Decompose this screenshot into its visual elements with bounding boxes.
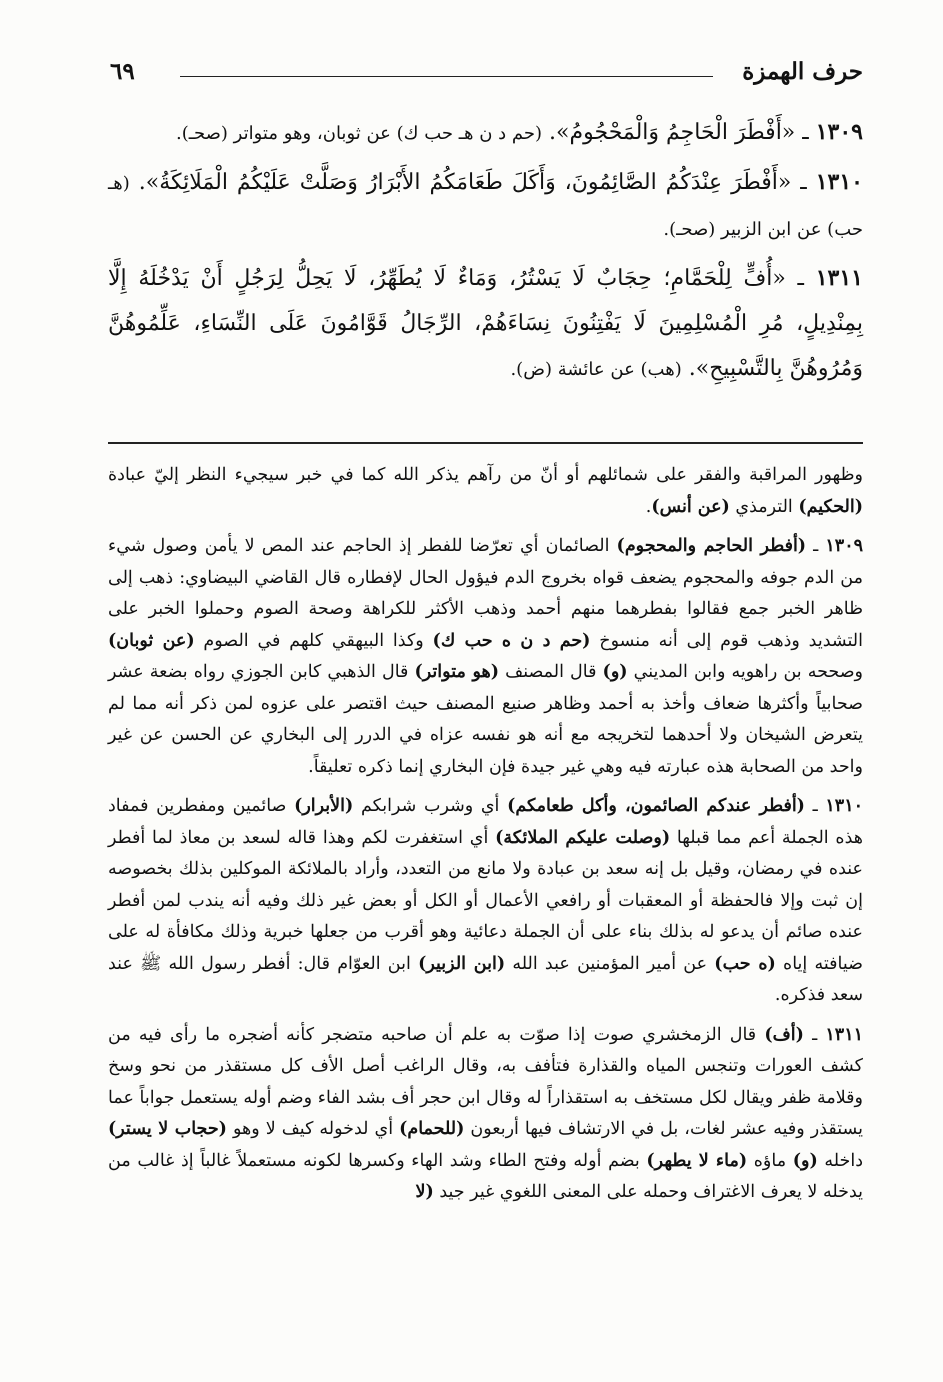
hadith-1311: ١٣١١ ـ «أُفٍّ لِلْحَمَّامِ؛ حِجَابٌ لَا يَسْتُرُ، وَمَاءٌ لَا يُطَهِّرُ، لَا يَحِلُّ لِرَجُلٍ أَنْ يَدْخُلَهُ إِلَّا بِمِنْدِيلٍ، مُرِ الْمُسْلِمِينَ لَا يَفْتِنُونَ نِسَاءَهُمْ، الرِّجَالُ قَوَّامُونَ عَلَى النِّسَاءِ، عَلِّمُوهُنَّ وَمُرُوهُنَّ بِالتَّسْبِيحِ». (هب) عن عائشة (ض). — [108, 265, 863, 381]
hadith-number: ١٣١١ — [815, 265, 863, 291]
chapter-title: حرف الهمزة — [742, 58, 863, 85]
hadith-number: ١٣٠٩ — [815, 119, 863, 145]
commentary-1309: ١٣٠٩ ـ (أفطر الحاجم والمحجوم) الصائمان أي تعرّضا للفطر إذ الحاجم عند المص لا يأمن وصول شيء من الدم جوفه والمحجوم يضعف قواه بخروج الدم فيؤول الحال لإفطاره قال القاضي البيضاوي: ذهب إلى ظاهر الخبر جمع فقالوا بفطرهما منهم أحمد وذهب الأكثر للكراهة وصحة الصوم وحملوا الخبر على التشديد وذهب قوم إلى أنه منسوخ (حم د ن ه حب ك) وكذا البيهقي كلهم في الصوم (عن ثوبان) وصححه بن راهويه وابن المديني (و) قال المصنف (هو متواتر) قال الذهبي كابن الجوزي رواه بضعة عشر صحابياً وأكثرها ضعاف وأخذ به أحمد وظاهر صنيع المصنف حيث اقتصر على عزوه لمن ذكر أنه مما لم يتعرض الشيخان ولا أحدهما لتخريجه مع أنه هو نفسه عزاه في الدرر إلى البخاري عن الحسن عن غير واحد من الصحابة هذه عبارته فيه وهي غير جيدة فإن البخاري إنما ذكره تعليقاً. — [108, 536, 864, 777]
commentary-1311: ١٣١١ ـ (أف) قال الزمخشري صوت إذا صوّت به علم أن صاحبه متضجر كأنه أضجره ما رأى فيه من كشف العورات وتنجس المياه والقذارة فتأفف به، وقال الراغب أصل الأف كل مستقذر من نحو وسخ وقلامة ظفر ويقال لكل مستخف به استقذاراً له وقال ابن حجر أف بشد الفاء وضم أوله يستعمل جواباً عما يستقذر وفيه عشر لغات، بل في الارتشاف فيها أربعون (للحمام) أي لدخوله كيف لا وهو (حجاب لا يستر) داخله (و) ماؤه (ماء لا يطهر) بضم أوله وفتح الطاء وشد الهاء وكسرها لكونه مستعملاً غالباً إذ غالب من يدخله لا يعرف الاغتراف وحمله على المعنى اللغوي غير جيد (لا — [108, 1024, 864, 1202]
hadith-text: «أَفْطَرَ الْحَاجِمُ وَالْمَحْجُومُ». — [549, 120, 796, 145]
header-rule — [180, 76, 713, 77]
commentary-section — [108, 460, 863, 1217]
page-number: ٦٩ — [110, 58, 135, 85]
hadith-number: ١٣١٠ — [815, 169, 863, 195]
hadith-source: (حم د ن هـ حب ك) عن ثوبان، وهو متواتر (صحـ). — [176, 123, 543, 144]
hadith-1309: ١٣٠٩ ـ «أَفْطَرَ الْحَاجِمُ وَالْمَحْجُومُ». (حم د ن هـ حب ك) عن ثوبان، وهو متواتر (صحـ). — [176, 119, 863, 145]
commentary-number: ١٣٠٩ — [825, 536, 863, 556]
commentary-number: ١٣١١ — [825, 1024, 863, 1045]
hadith-source: (هـ حب) عن ابن الزبير (صحـ). — [108, 173, 863, 240]
commentary-continuation: وظهور المراقبة والفقر على شمائلهم أو أنّ من رآهم يذكر الله كما في خبر سيجيء النظر إليّ عبادة (الحكيم) الترمذي (عن أنس). — [108, 465, 863, 517]
hadith-text: «أَفْطَرَ عِنْدَكُمُ الصَّائِمُونَ، وَأَكَلَ طَعَامَكُمُ الأَبْرَارُ وَصَلَّتْ عَلَيْكُمُ الْمَلَائِكَةُ». — [138, 170, 792, 195]
commentary-number: ١٣١٠ — [825, 796, 863, 816]
hadith-text: «أُفٍّ لِلْحَمَّامِ؛ حِجَابٌ لَا يَسْتُرُ، وَمَاءٌ لَا يُطَهِّرُ، لَا يَحِلُّ لِرَجُلٍ أَنْ يَدْخُلَهُ إِلَّا بِمِنْدِيلٍ، مُرِ الْمُسْلِمِينَ لَا يَفْتِنُونَ نِسَاءَهُمْ، الرِّجَالُ قَوَّامُونَ عَلَى النِّسَاءِ، عَلِّمُوهُنَّ وَمُرُوهُنَّ بِالتَّسْبِيحِ». — [108, 266, 863, 381]
commentary-1310: ١٣١٠ ـ (أفطر عندكم الصائمون، وأكل طعامكم) أي وشرب شرابكم (الأبرار) صائمين ومفطرين فمفاد هذه الجملة أعم مما قبلها (وصلت عليكم الملائكة) أي استغفرت لكم وهذا قاله لسعد بن معاذ لما أفطر عنده في رمضان، وقيل بل إنه سعد بن عبادة ولا مانع من التعدد، وأراد بالملائكة الموكلين بذلك بخصوصه إن ثبت وإلا فالحفظة أو المعقبات أو رافعي الأعمال أو الكل أو بعض غير ذلك وفيه أنه يندب لمن أفطر عنده صائم أن يدعو له بذلك بناء على أن الجملة دعائية وهو أقرب من جعلها خبرية وذلك مكافأة له على ضيافته إياه (ه حب) عن أمير المؤمنين عبد الله (ابن الزبير) ابن العوّام قال: أفطر رسول الله ﷺ عند سعد فذكره. — [108, 796, 863, 1005]
page-header — [110, 52, 863, 92]
section-separator — [108, 442, 863, 444]
hadith-1310: ١٣١٠ ـ «أَفْطَرَ عِنْدَكُمُ الصَّائِمُونَ، وَأَكَلَ طَعَامَكُمُ الأَبْرَارُ وَصَلَّتْ عَلَيْكُمُ الْمَلَائِكَةُ». (هـ حب) عن ابن الزبير (صحـ). — [108, 169, 863, 240]
hadith-section — [108, 110, 863, 392]
hadith-source: (هب) عن عائشة (ض). — [510, 359, 682, 380]
